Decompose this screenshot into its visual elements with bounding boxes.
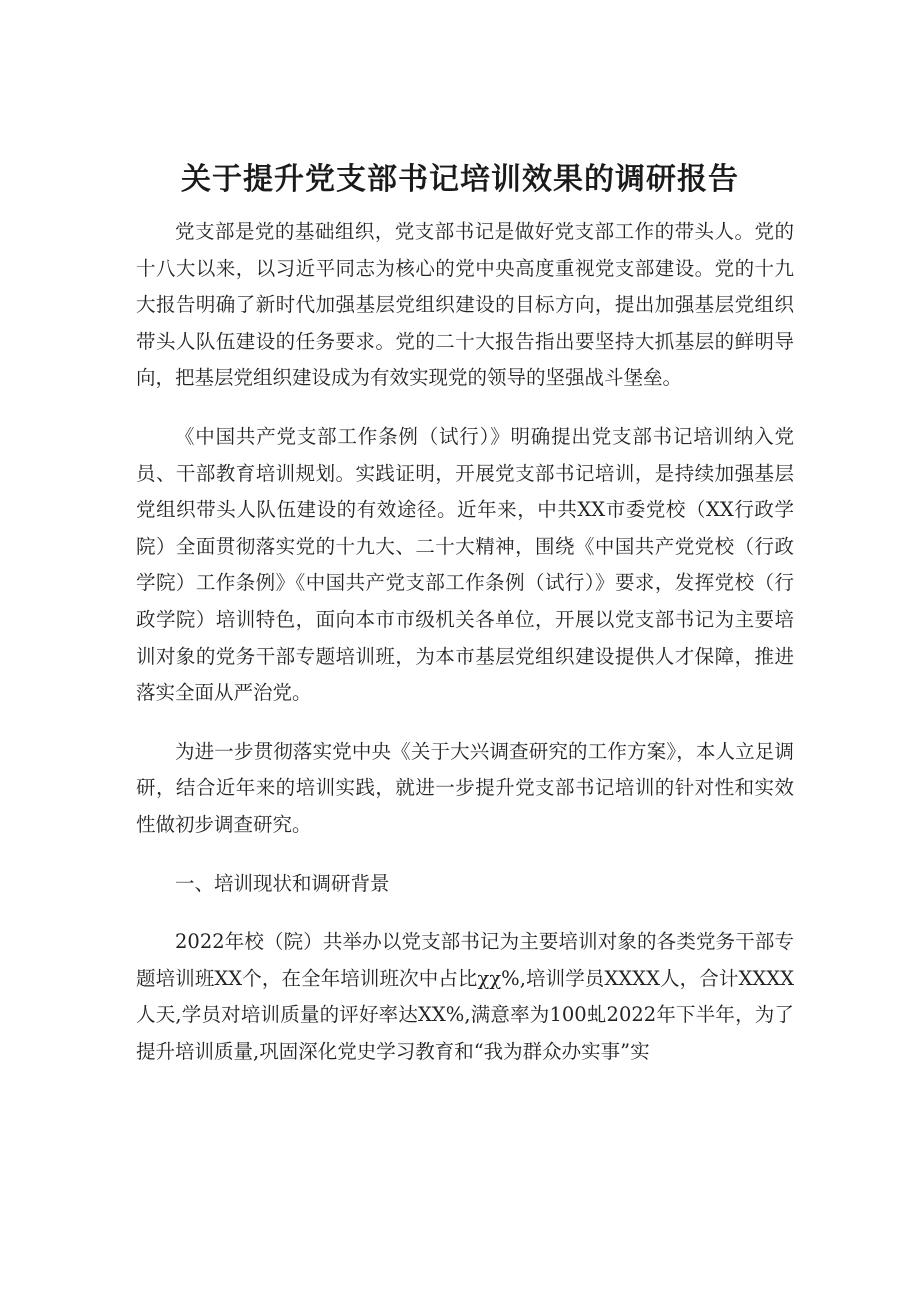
paragraph-purpose: 为进一步贯彻落实党中央《关于大兴调查研究的工作方案》，本人立足调研，结合近年来的培训实践，就进一步提升党支部书记培训的针对性和实效性做初步调查研究。 bbox=[136, 739, 794, 836]
paragraph-statistics: 2022年校（院）共举办以党支部书记为主要培训对象的各类党务干部专题培训班XX个，在全年培训班次中占比χχ%,培训学员XXXX人，合计XXXX人天,学员对培训质量的评好率达XX%,满意率为100虬2022年下半年，为了提升培训质量,巩固深化党史学习教育和“我为群众办实事”实 bbox=[136, 930, 794, 1063]
document-body bbox=[136, 214, 794, 1070]
paragraph-regulation: 《中国共产党支部工作条例（试行）》明确提出党支部书记培训纳入党员、干部教育培训规划。实践证明，开展党支部书记培训，是持续加强基层党组织带头人队伍建设的有效途径。近年来，中共XX市委党校（XX行政学院）全面贯彻落实党的十九大、二十大精神，围绕《中国共产党党校（行政学院）工作条例》《中国共产党支部工作条例（试行）》要求，发挥党校（行政学院）培训特色，面向本市市级机关各单位，开展以党支部书记为主要培训对象的党务干部专题培训班，为本市基层党组织建设提供人才保障，推进落实全面从严治党。 bbox=[136, 424, 794, 705]
document-title: 关于提升党支部书记培训效果的调研报告 bbox=[181, 162, 739, 197]
section-heading: 一、培训现状和调研背景 bbox=[175, 871, 390, 895]
paragraph-intro: 党支部是党的基础组织，党支部书记是做好党支部工作的带头人。党的十八大以来，以习近平同志为核心的党中央高度重视党支部建设。党的十九大报告明确了新时代加强基层党组织建设的目标方向，提出加强基层党组织带头人队伍建设的任务要求。党的二十大报告指出要坚持大抓基层的鲜明导向，把基层党组织建设成为有效实现党的领导的坚强战斗堡垒。 bbox=[136, 220, 794, 390]
